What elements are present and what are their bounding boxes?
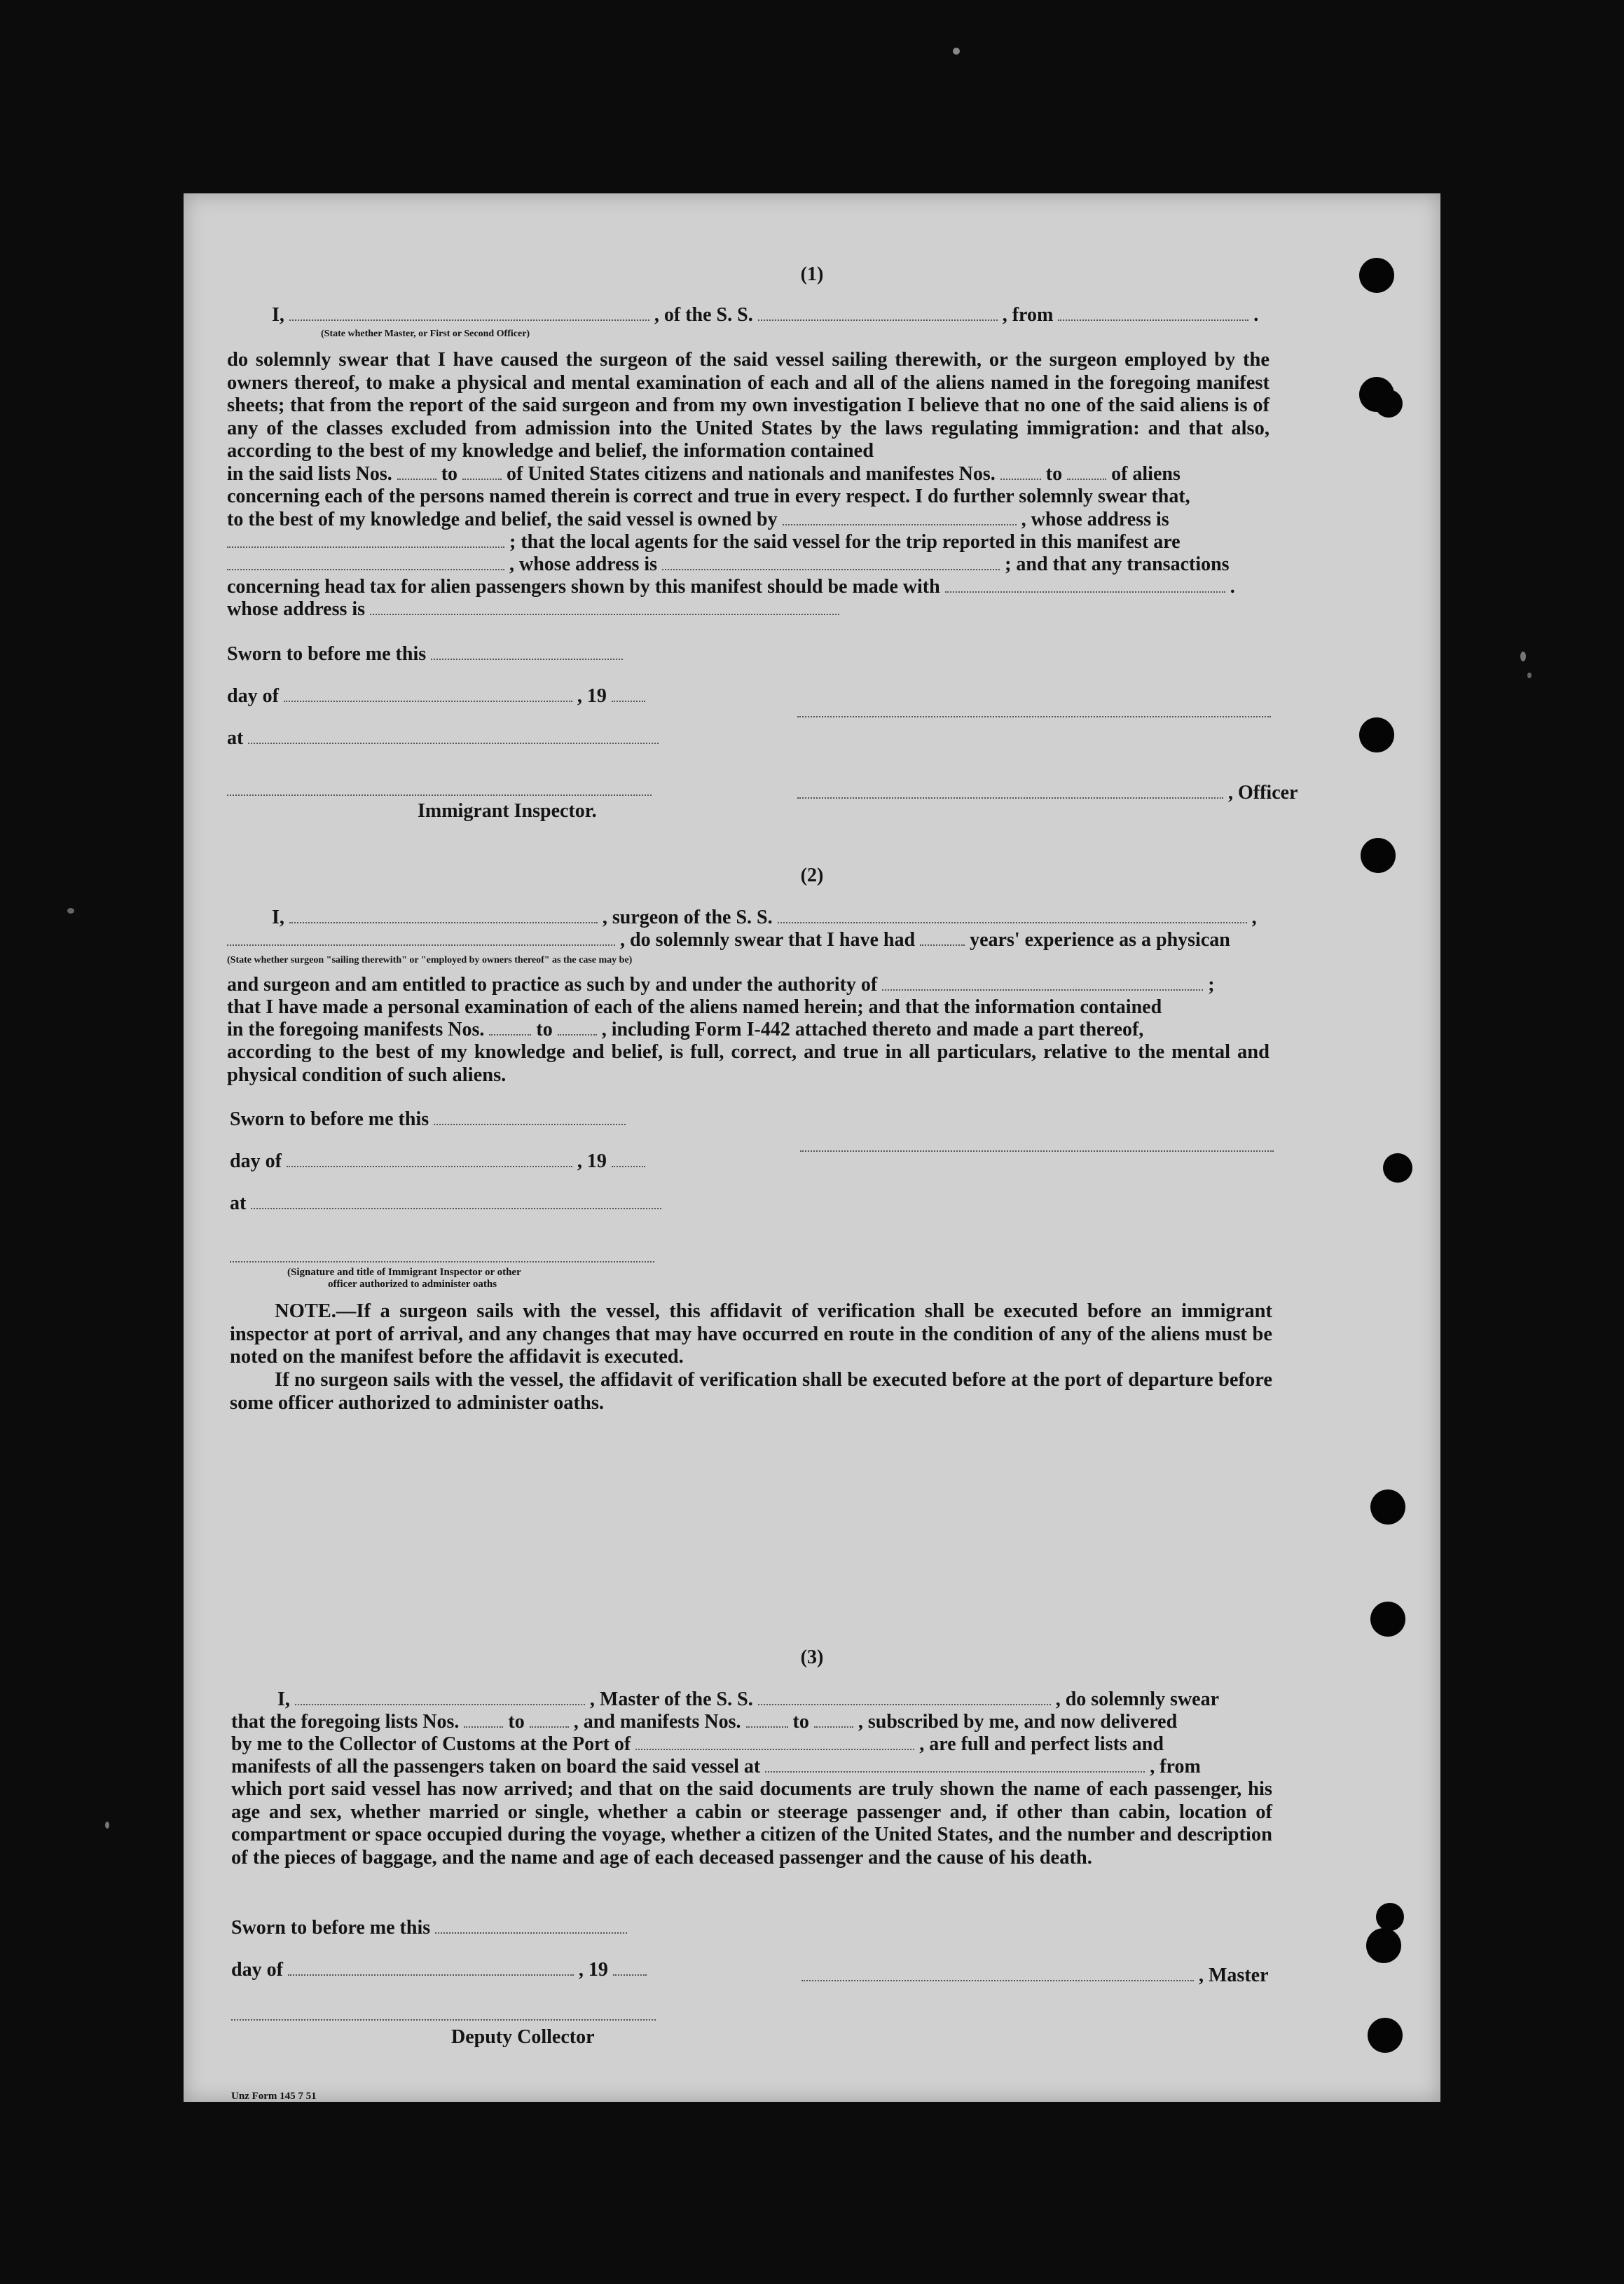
s1-lists-to: to [441, 463, 458, 485]
s1-agents-address-blank[interactable] [662, 553, 1000, 570]
s1-whose-address-line [227, 598, 839, 621]
s1-owner-address-label: , whose address is [1021, 509, 1169, 530]
s3-port-blank[interactable] [635, 1733, 914, 1750]
s1-at-label: at [227, 727, 244, 749]
s3-sworn-blank[interactable] [435, 1917, 627, 1934]
s1-tax-blank[interactable] [945, 576, 1225, 593]
punch-hole [1366, 1928, 1401, 1963]
form-code: Unz Form 145 7 51 [231, 2091, 317, 2102]
s3-lists-line [231, 1711, 1177, 1733]
s3-manifests-to-blank[interactable] [814, 1711, 853, 1728]
s2-end: , [1251, 907, 1257, 928]
s1-manifests-to-blank[interactable] [1067, 463, 1106, 480]
s1-owned-label: to the best of my knowledge and belief, the said vessel is owned by [227, 509, 778, 530]
s1-whose-address-label: whose address is [227, 598, 366, 620]
s2-surgeon-blank[interactable] [289, 907, 598, 923]
s3-vessel-blank[interactable] [758, 1688, 1051, 1705]
punch-hole [1370, 1602, 1405, 1637]
s1-day-blank[interactable] [284, 685, 572, 702]
section-1-number: (1) [800, 263, 824, 285]
s2-note-paragraph-2: If no surgeon sails with the vessel, the affidavit of verification shall be executed before at the port of departure before some officer authorized to administer oaths. [230, 1369, 1272, 1414]
s3-master-signature-blank[interactable] [801, 1965, 1194, 1981]
s3-deputy-label: Deputy Collector [451, 2026, 595, 2048]
punch-hole [1376, 1903, 1404, 1931]
s2-inspector-line[interactable] [230, 1261, 654, 1263]
s2-sworn-label: Sworn to before me this [230, 1108, 429, 1130]
s3-year-label: , 19 [578, 1959, 608, 1981]
dust-speck [1527, 673, 1532, 678]
s1-agents-line [227, 531, 1181, 553]
s3-year-blank[interactable] [613, 1959, 647, 1976]
s2-auth-line [227, 974, 1215, 996]
s1-inspector-label: Immigrant Inspector. [418, 800, 597, 822]
s3-board-label: manifests of all the passengers taken on board the said vessel at [231, 1756, 761, 1777]
s3-from-label: , from [1150, 1756, 1201, 1777]
s2-manifests-to-blank[interactable] [558, 1019, 597, 1036]
dust-speck [67, 908, 74, 914]
s2-years-blank[interactable] [920, 929, 965, 946]
s3-collector-line[interactable] [231, 2019, 656, 2021]
s2-manifests-label: in the foregoing manifests Nos. [227, 1019, 485, 1040]
s1-aliens-label: of aliens [1111, 463, 1181, 485]
s1-signature-line-right[interactable] [797, 716, 1271, 717]
s3-subscribed-label: , subscribed by me, and now delivered [858, 1711, 1178, 1733]
dust-speck [1520, 652, 1526, 661]
dust-speck [105, 1822, 109, 1829]
s2-year-blank[interactable] [612, 1150, 645, 1167]
s3-master-label: , Master [1199, 1965, 1269, 1986]
s3-swear-label: , do solemnly swear [1055, 1688, 1220, 1710]
s3-manifests-to: to [792, 1711, 809, 1733]
s3-day-blank[interactable] [288, 1959, 574, 1976]
form-sheet [184, 193, 1440, 2102]
s2-note-paragraph: NOTE.—If a surgeon sails with the vessel, this affidavit of verification shall be executed before an immigrant inspector at port of arrival, and any changes that may have occurred en route in the condition of any of the aliens must be noted on the manifest before the affidavit is executed. [230, 1300, 1272, 1368]
s2-paragraph-end: according to the best of my knowledge and belief, is full, correct, and true in all particulars, relative to the mental and physical condition of such aliens. [227, 1041, 1269, 1086]
punch-hole [1368, 2018, 1403, 2053]
punch-hole [1359, 717, 1394, 752]
s1-lists-from-blank[interactable] [397, 463, 436, 480]
s2-swear-label: , do solemnly swear that I have had [620, 929, 916, 951]
s2-day-blank[interactable] [287, 1150, 572, 1167]
s3-name-blank[interactable] [295, 1688, 585, 1705]
s2-i: I, [272, 907, 284, 928]
s1-end: . [1253, 304, 1259, 326]
s2-sig-note-1: (Signature and title of Immigrant Inspector or other [287, 1267, 521, 1278]
section-2-number: (2) [800, 865, 824, 886]
s1-owned-line [227, 509, 1169, 531]
s2-year-label: , 19 [577, 1150, 607, 1172]
s2-sworn [230, 1108, 626, 1131]
s1-lists-to-blank[interactable] [462, 463, 502, 480]
s3-board-line [231, 1756, 1201, 1778]
s3-i: I, [277, 1688, 290, 1710]
s2-line2 [227, 929, 1230, 951]
s1-sworn-label: Sworn to before me this [227, 643, 427, 665]
s2-auth-label: and surgeon and am entitled to practice as such by and under the authority of [227, 974, 878, 996]
s2-status-blank[interactable] [227, 929, 615, 946]
section-3-number: (3) [800, 1646, 824, 1668]
s1-lists-label: in the said lists Nos. [227, 463, 392, 485]
s3-board-blank[interactable] [765, 1756, 1145, 1773]
s1-paragraph-1: do solemnly swear that I have caused the surgeon of the said vessel sailing therewith, or the surgeon employed by the owners thereof, to make a physical and mental examination of each and all of the aliens named in the foregoing manifest sheets; that from the report of the said surgeon and from my own investigation I believe that no one of the said aliens is of any of the classes excluded from admission into the United States by the laws regulating immigration: and that also, according to the best of my knowledge and belief, the information contained [227, 349, 1269, 462]
s1-manifests-label: of United States citizens and nationals and manifestes Nos. [507, 463, 996, 485]
s1-from-blank[interactable] [1058, 304, 1248, 321]
s2-vessel-blank[interactable] [778, 907, 1247, 923]
punch-hole [1370, 1490, 1405, 1525]
s1-at-blank[interactable] [248, 727, 659, 744]
s1-line1 [272, 304, 1347, 326]
s1-agents-address-label: , whose address is [509, 553, 658, 575]
s1-officer-row [797, 782, 1298, 804]
s2-manifests-to: to [536, 1019, 553, 1040]
s1-tax-end: . [1230, 576, 1235, 598]
s1-owner-blank[interactable] [783, 509, 1017, 525]
s1-transactions-label: ; and that any transactions [1005, 553, 1230, 575]
s3-port-line [231, 1733, 1164, 1756]
s3-ss-label: , Master of the S. S. [589, 1688, 753, 1710]
s2-form-label: , including Form I-442 attached thereto and made a part thereof, [601, 1019, 1144, 1040]
s1-officer-note: (State whether Master, or First or Second Officer) [321, 329, 530, 339]
s1-ss-label: , of the S. S. [654, 304, 753, 326]
s1-day [227, 685, 645, 708]
s3-day-label: day of [231, 1959, 283, 1981]
s1-officer-blank[interactable] [289, 304, 649, 321]
s2-at-blank[interactable] [251, 1192, 661, 1209]
s1-i: I, [272, 304, 284, 326]
dust-speck [953, 48, 960, 55]
s3-lists-label: that the foregoing lists Nos. [231, 1711, 460, 1733]
s1-manifests-from-blank[interactable] [1000, 463, 1041, 480]
s1-sworn-blank[interactable] [431, 643, 623, 660]
s1-tax-label: concerning head tax for alien passengers shown by this manifest should be made with [227, 576, 940, 598]
s1-whose-address-blank[interactable] [370, 598, 839, 615]
s2-day-label: day of [230, 1150, 282, 1172]
s1-at [227, 727, 659, 750]
s1-from-label: , from [1002, 304, 1054, 326]
s3-lists-to: to [508, 1711, 525, 1733]
s2-sworn-blank[interactable] [434, 1108, 626, 1125]
s1-year-blank[interactable] [612, 685, 645, 702]
s1-day-label: day of [227, 685, 279, 707]
s3-lists-from-blank[interactable] [464, 1711, 503, 1728]
s1-tax-line [227, 576, 1235, 598]
s1-manifests-to: to [1045, 463, 1063, 485]
s1-officer-label: , Officer [1228, 782, 1298, 804]
s3-perfect-label: , are full and perfect lists and [919, 1733, 1164, 1755]
s2-at-label: at [230, 1192, 247, 1214]
s1-officer-signature-blank[interactable] [797, 782, 1223, 799]
s1-owner-address-blank[interactable] [227, 531, 504, 548]
punch-hole [1375, 390, 1403, 418]
s2-day [230, 1150, 645, 1173]
s2-exam: that I have made a personal examination of each of the aliens named herein; and that the information contained [227, 996, 1162, 1018]
s1-agents-blank[interactable] [227, 553, 504, 570]
s2-experience-label: years' experience as a physican [970, 929, 1230, 951]
s3-day [231, 1959, 647, 1981]
s1-vessel-blank[interactable] [758, 304, 998, 321]
s3-sworn-label: Sworn to before me this [231, 1917, 431, 1939]
punch-hole [1383, 1153, 1412, 1183]
s2-ss-label: , surgeon of the S. S. [602, 907, 773, 928]
s3-manifests-label: , and manifests Nos. [573, 1711, 741, 1733]
s2-at [230, 1192, 661, 1215]
s3-paragraph-end: which port said vessel has now arrived; and that on the said documents are truly shown the name of each passenger, his age and sex, whether married or single, whether a cabin or steerage passenger and, if other than cabin, location of compartment or space occupied during the voyage, whether a citizen of the United States, and the number and description of the pieces of baggage, and the name and age of each deceased passenger and the cause of his death. [231, 1778, 1272, 1869]
s1-whose-line [227, 553, 1230, 576]
s1-lists-line [227, 463, 1181, 486]
s3-lists-to-blank[interactable] [530, 1711, 569, 1728]
s2-auth-end: ; [1208, 974, 1215, 996]
s3-port-label: by me to the Collector of Customs at the Port of [231, 1733, 631, 1755]
s1-sworn [227, 643, 623, 666]
s2-line1 [272, 907, 1257, 929]
s2-manifests-line [227, 1019, 1143, 1041]
s3-sworn [231, 1917, 627, 1939]
s3-manifests-from-blank[interactable] [746, 1711, 788, 1728]
s1-inspector-line[interactable] [227, 794, 652, 796]
s1-paragraph-2: concerning each of the persons named therein is correct and true in every respect. I do further solemnly swear that, [227, 486, 1190, 507]
s3-master-row [801, 1965, 1269, 1987]
s1-year-label: , 19 [577, 685, 607, 707]
s2-signature-line-right[interactable] [800, 1150, 1274, 1152]
s2-manifests-from-blank[interactable] [489, 1019, 531, 1036]
s2-status-note: (State whether surgeon "sailing therewith" or "employed by owners thereof" as the case may be) [227, 955, 633, 965]
s3-line1 [277, 1688, 1219, 1711]
s1-agents-label: ; that the local agents for the said vessel for the trip reported in this manifest are [509, 531, 1181, 553]
s2-authority-blank[interactable] [882, 974, 1203, 991]
s2-sig-note-2: officer authorized to administer oaths [328, 1279, 497, 1290]
